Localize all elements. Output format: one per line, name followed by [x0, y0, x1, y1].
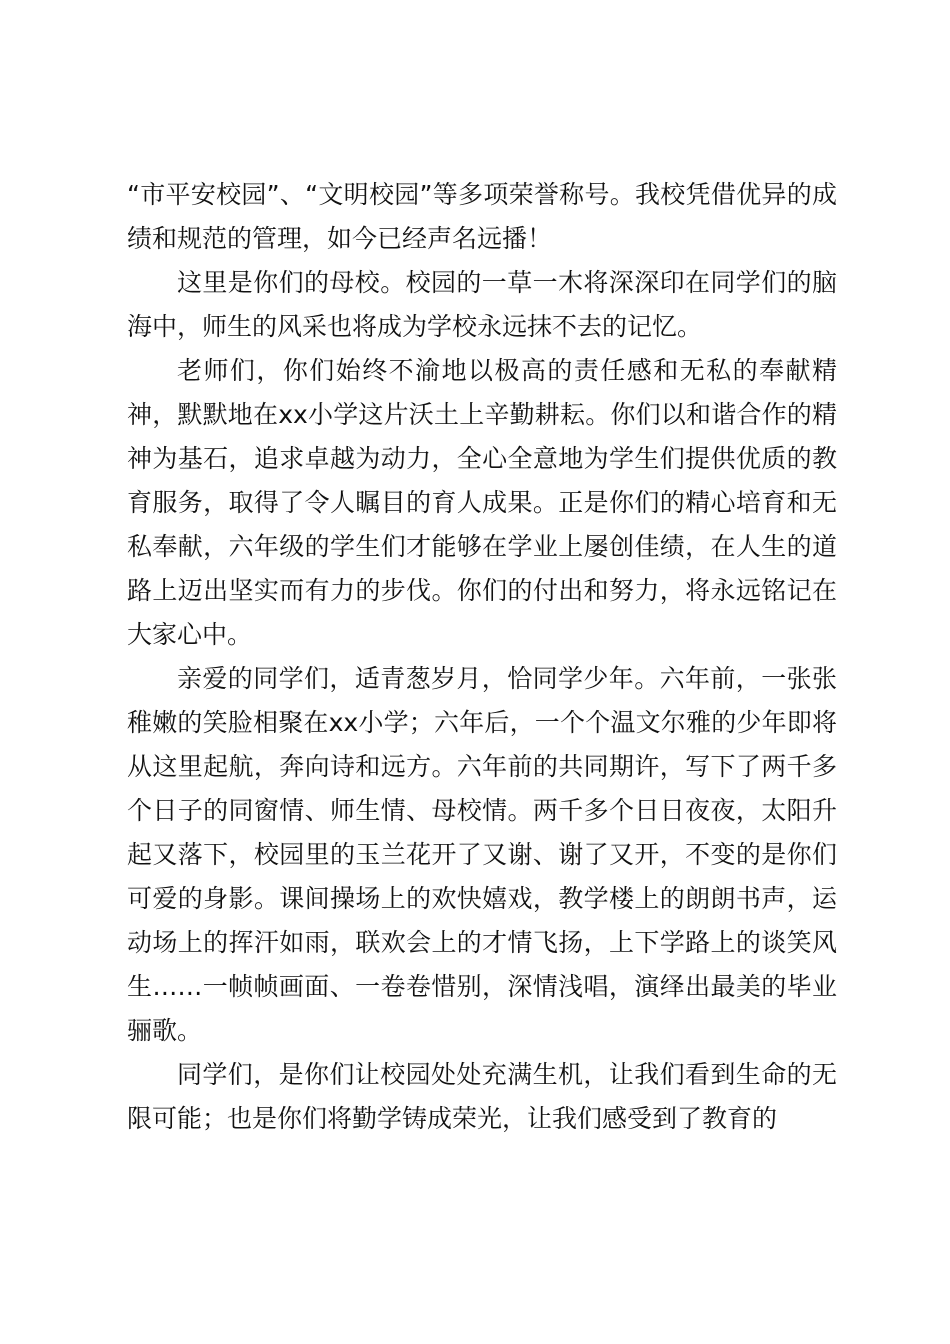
paragraph-3: 老师们，你们始终不渝地以极高的责任感和无私的奉献精神，默默地在xx小学这片沃土上辛勤耕耘。你们以和谐合作的精神为基石，追求卓越为动力，全心全意地为学生们提供优质的教育服务，取得了令人瞩目的育人成果。正是你们的精心培育和无私奉献，六年级的学生们才能够在学业上屡创佳绩，在人生的道路上迈出坚实而有力的步伐。你们的付出和努力，将永远铭记在大家心中。	[127, 356, 837, 649]
paragraph-4: 亲爱的同学们，适青葱岁月，恰同学少年。六年前，一张张稚嫩的笑脸相聚在xx小学；六年后，一个个温文尔雅的少年即将从这里起航，奔向诗和远方。六年前的共同期许，写下了两千多个日子的同窗情、师生情、母校情。两千多个日日夜夜，太阳升起又落下，校园里的玉兰花开了又谢、谢了又开，不变的是你们可爱的身影。课间操场上的欢快嬉戏，教学楼上的朗朗书声，运动场上的挥汗如雨，联欢会上的才情飞扬，上下学路上的谈笑风生……一帧帧画面、一卷卷惜别，深情浅唱，演绎出最美的毕业骊歌。	[127, 664, 837, 1045]
paragraph-5: 同学们，是你们让校园处处充满生机，让我们看到生命的无限可能；也是你们将勤学铸成荣光，让我们感受到了教育的	[127, 1060, 837, 1133]
paragraph-2: 这里是你们的母校。校园的一草一木将深深印在同学们的脑海中，师生的风采也将成为学校永远抹不去的记忆。	[127, 268, 837, 341]
document-body	[127, 173, 837, 1141]
paragraph-1: “市平安校园”、“文明校园”等多项荣誉称号。我校凭借优异的成绩和规范的管理，如今已经声名远播！	[127, 180, 837, 253]
